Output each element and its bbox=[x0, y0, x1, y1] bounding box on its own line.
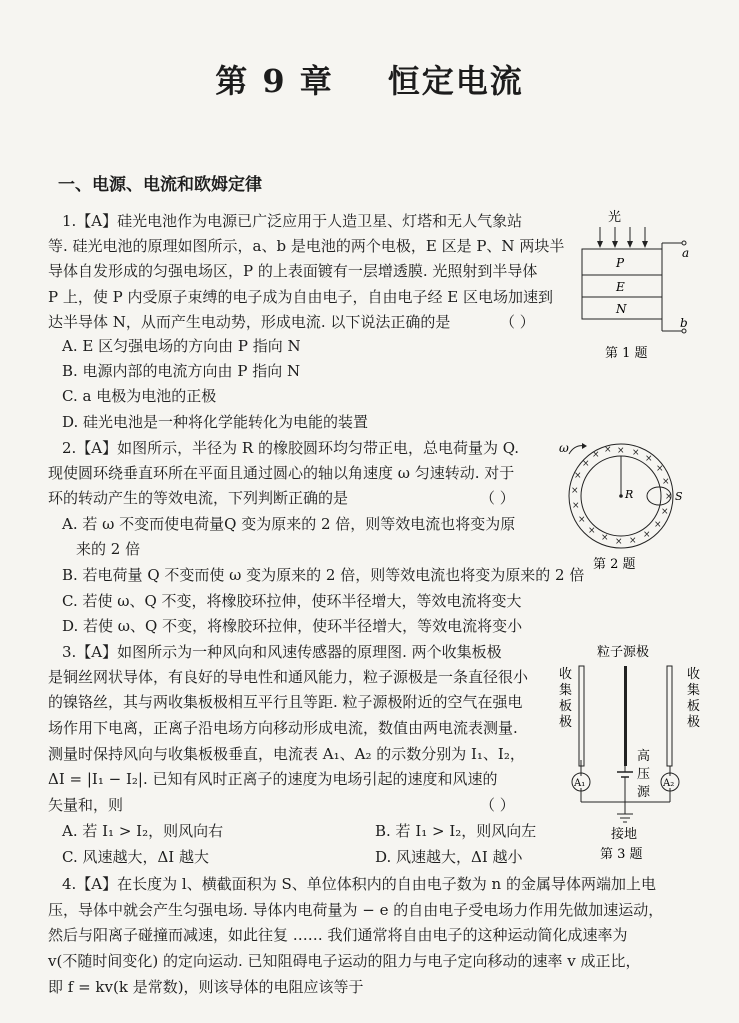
q4-line-1: 4.【A】在长度为 l、横截面积为 S、单位体积内的自由电子数为 n 的金属导体两端加上电 bbox=[62, 875, 656, 893]
terminal-a-label: a bbox=[682, 246, 690, 260]
q3-line-1: 3.【A】如图所示为一种风向和风速传感器的原理图. 两个收集板极 bbox=[62, 643, 502, 661]
chapter-number: 第 9 章 bbox=[215, 62, 334, 100]
svg-text:×: × bbox=[665, 492, 673, 502]
q3-figure bbox=[555, 640, 705, 865]
source-label: 粒子源极 bbox=[597, 645, 650, 660]
svg-text:板: 板 bbox=[559, 699, 573, 714]
light-arrows bbox=[600, 227, 645, 245]
q2-option-a: A. 若 ω 不变而使电荷量Q 变为原来的 2 倍，则等效电流也将变为原 bbox=[62, 515, 516, 533]
svg-text:×: × bbox=[656, 464, 664, 474]
svg-text:源: 源 bbox=[637, 785, 651, 800]
svg-text:×: × bbox=[629, 536, 637, 546]
svg-text:×: × bbox=[604, 445, 612, 455]
svg-text:高: 高 bbox=[637, 749, 651, 764]
q3-answer-blank: （ ） bbox=[480, 796, 515, 814]
svg-text:×: × bbox=[572, 501, 580, 511]
q3-line-5: 测量时保持风向与收集板极垂直，电流表 A₁、A₂ 的示数分别为 I₁、I₂， bbox=[48, 745, 525, 763]
hv-source-label bbox=[637, 748, 651, 800]
q1-line-2: 等. 硅光电池的原理如图所示，a、b 是电池的两个电极，E 区是 P、N 两块半 bbox=[48, 237, 565, 255]
svg-text:×: × bbox=[578, 515, 586, 525]
q2-line-2: 现使圆环绕垂直环所在平面且通过圆心的轴以角速度 ω 匀速转动. 对于 bbox=[48, 464, 515, 482]
q3-line-3: 的镍铬丝，其与两收集板极相互平行且等距. 粒子源极附近的空气在强电 bbox=[48, 693, 523, 711]
left-collector-plate bbox=[579, 666, 584, 766]
q4-line-3: 然后与阳离子碰撞而减速，如此往复 …… 我们通常将自由电子的这种运动简化成速率为 bbox=[48, 926, 628, 944]
omega-label: ω bbox=[559, 441, 569, 455]
q2-figure bbox=[555, 440, 695, 575]
q1-line-5: 达半导体 N，从而产生电动势，形成电流. 以下说法正确的是 bbox=[48, 313, 451, 331]
radius-label: R bbox=[625, 488, 634, 501]
q2-option-c: C. 若使 ω、Q 不变，将橡胶环拉伸，使环半径增大，等效电流将变大 bbox=[62, 592, 522, 610]
svg-text:×: × bbox=[645, 454, 653, 464]
svg-text:×: × bbox=[661, 507, 669, 517]
q3-line-2: 是铜丝网状导体，有良好的导电性和通风能力，粒子源极是一条直径很小 bbox=[48, 668, 529, 686]
q2-option-a-cont: 来的 2 倍 bbox=[76, 540, 141, 558]
svg-text:集: 集 bbox=[559, 683, 573, 698]
q3-option-a: A. 若 I₁ > I₂，则风向右 bbox=[62, 822, 224, 840]
terminal-b-label: b bbox=[680, 316, 688, 330]
q1-figure bbox=[570, 205, 700, 375]
svg-text:收: 收 bbox=[559, 667, 573, 682]
q3-option-b: B. 若 I₁ > I₂，则风向左 bbox=[375, 822, 537, 840]
svg-text:×: × bbox=[617, 446, 625, 456]
svg-text:极: 极 bbox=[687, 715, 701, 730]
q4-line-4: v(不随时间变化) 的定向运动. 已知阻碍电子运动的阻力与电子定向移动的速率 v 成正比， bbox=[48, 952, 641, 970]
svg-text:×: × bbox=[643, 530, 651, 540]
q1-caption: 第 1 题 bbox=[605, 346, 648, 361]
q1-line-3: 导体自发形成的匀强电场区，P 的上表面镀有一层增透膜. 光照射到半导体 bbox=[48, 262, 538, 280]
svg-text:×: × bbox=[574, 471, 582, 481]
svg-text:×: × bbox=[592, 450, 600, 460]
e-region-label: E bbox=[616, 280, 625, 294]
n-region-label: N bbox=[616, 302, 627, 316]
q2-line-3: 环的转动产生的等效电流，下列判断正确的是 bbox=[48, 489, 349, 507]
q2-option-d: D. 若使 ω、Q 不变，将橡胶环拉伸，使环半径增大，等效电流将变小 bbox=[62, 617, 523, 635]
q4-line-5: 即 f = kv(k 是常数)，则该导体的电阻应该等于 bbox=[48, 978, 364, 996]
q1-option-b: B. 电源内部的电流方向由 P 指向 N bbox=[62, 362, 301, 380]
right-collector-plate bbox=[667, 666, 672, 766]
q3-line-4: 场作用下电离，正离子沿电场方向移动形成电流，数值由两电流表测量. bbox=[48, 719, 518, 737]
q2-option-b: B. 若电荷量 Q 不变而使 ω 变为原来的 2 倍，则等效电流也将变为原来的 2 倍 bbox=[62, 566, 585, 584]
svg-text:板: 板 bbox=[687, 699, 701, 714]
q3-caption: 第 3 题 bbox=[600, 847, 643, 862]
q1-answer-blank: （ ） bbox=[500, 313, 535, 331]
chapter-name: 恒定电流 bbox=[387, 62, 524, 100]
light-label: 光 bbox=[608, 210, 622, 225]
q1-line-1: 1.【A】硅光电池作为电源已广泛应用于人造卫星、灯塔和无人气象站 bbox=[62, 212, 523, 230]
q2-caption: 第 2 题 bbox=[593, 557, 636, 572]
section-label: S bbox=[675, 490, 683, 503]
svg-text:×: × bbox=[588, 526, 596, 536]
q1-option-a: A. E 区匀强电场的方向由 P 指向 N bbox=[62, 337, 301, 355]
q3-option-d: D. 风速越大，ΔI 越小 bbox=[375, 848, 523, 866]
chapter-title bbox=[0, 56, 739, 102]
terminal-a bbox=[682, 241, 686, 245]
q1-option-d: D. 硅光电池是一种将化学能转化为电能的装置 bbox=[62, 413, 369, 431]
svg-text:极: 极 bbox=[559, 715, 573, 730]
q3-line-7: 矢量和，则 bbox=[48, 796, 124, 814]
q1-option-c: C. a 电极为电池的正极 bbox=[62, 387, 217, 405]
q4-line-2: 压，导体中就会产生匀强电场. 导体内电荷量为 − e 的自由电子受电场力作用先做加速运动， bbox=[48, 901, 664, 919]
svg-text:×: × bbox=[662, 477, 670, 487]
svg-text:集: 集 bbox=[687, 683, 701, 698]
section-heading: 一、电源、电流和欧姆定律 bbox=[58, 175, 262, 195]
svg-text:×: × bbox=[601, 533, 609, 543]
q1-line-4: P 上，使 P 内受原子束缚的电子成为自由电子，自由电子经 E 区电场加速到 bbox=[48, 288, 553, 306]
q3-option-c: C. 风速越大，ΔI 越大 bbox=[62, 848, 210, 866]
q2-line-1: 2.【A】如图所示，半径为 R 的橡胶圆环均匀带正电，总电荷量为 Q. bbox=[62, 439, 520, 457]
svg-text:×: × bbox=[654, 520, 662, 530]
right-collector-label bbox=[687, 666, 700, 730]
svg-text:×: × bbox=[632, 448, 640, 458]
q3-line-6: ΔI = |I₁ − I₂|. 已知有风时正离子的速度为电场引起的速度和风速的 bbox=[48, 770, 498, 788]
left-collector-label bbox=[559, 666, 572, 730]
ammeter-a1-label: A₁ bbox=[574, 778, 586, 789]
svg-text:×: × bbox=[571, 486, 579, 496]
svg-text:收: 收 bbox=[687, 667, 701, 682]
svg-text:×: × bbox=[582, 459, 590, 469]
p-region-label: P bbox=[616, 256, 625, 270]
ground-label: 接地 bbox=[611, 827, 638, 842]
svg-text:压: 压 bbox=[637, 767, 651, 782]
svg-text:×: × bbox=[615, 537, 623, 547]
q2-answer-blank: （ ） bbox=[480, 489, 515, 507]
ammeter-a2-label: A₂ bbox=[663, 778, 675, 789]
